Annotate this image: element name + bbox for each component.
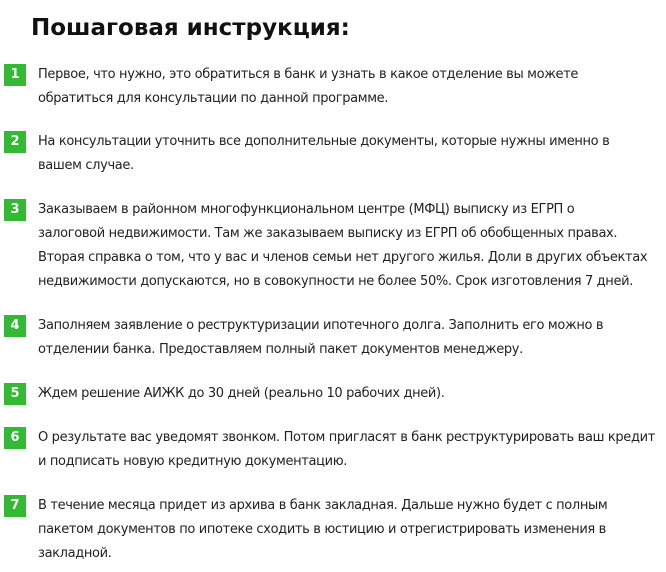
step-text-line: отделении банка. Предоставляем полный пакет документов менеджеру.	[38, 342, 523, 357]
step-text-line: вашем случае.	[38, 158, 134, 173]
step-text-line: Первое, что нужно, это обратиться в банк и узнать в какое отделение вы можете	[38, 67, 579, 82]
step-number-badge: 4	[4, 315, 26, 337]
step-text	[38, 382, 664, 406]
step-text	[38, 426, 664, 474]
page-title: Пошаговая инструкция:	[31, 15, 350, 41]
step-text	[38, 130, 664, 178]
step-text-line: О результате вас уведомят звонком. Потом пригласят в банк реструктурировать ваш кредит	[38, 430, 655, 445]
step-text-line: На консультации уточнить все дополнительные документы, которые нужны именно в	[38, 134, 610, 149]
step-text	[38, 494, 664, 566]
step-text-line: недвижимости допускаются, но в совокупности не более 50%. Срок изготовления 7 дней.	[38, 274, 633, 289]
step-text-line: Ждем решение АИЖК до 30 дней (реально 10 рабочих дней).	[38, 386, 445, 401]
step-text	[38, 198, 664, 294]
step-number-badge: 7	[4, 495, 26, 517]
step-text	[38, 63, 664, 111]
step-text-line: и подписать новую кредитную документацию.	[38, 454, 348, 469]
step-text-line: залоговой недвижимости. Там же заказываем выписку из ЕГРП об обобщенных правах.	[38, 226, 618, 241]
step-text-line: Заполняем заявление о реструктуризации ипотечного долга. Заполнить его можно в	[38, 318, 604, 333]
step-text-line: Вторая справка о том, что у вас и членов семьи нет другого жилья. Доли в других объектах	[38, 250, 648, 265]
step-text-line: пакетом документов по ипотеке сходить в юстицию и отрегистрировать изменения в	[38, 522, 606, 537]
step-text-line: обратиться для консультации по данной программе.	[38, 91, 389, 106]
step-number-badge: 6	[4, 427, 26, 449]
step-number-badge: 3	[4, 199, 26, 221]
step-text-line: В течение месяца придет из архива в банк закладная. Дальше нужно будет с полным	[38, 498, 608, 513]
step-number-badge: 5	[4, 383, 26, 405]
step-text	[38, 314, 664, 362]
step-text-line: Заказываем в районном многофункциональном центре (МФЦ) выписку из ЕГРП о	[38, 202, 575, 217]
step-number-badge: 2	[4, 131, 26, 153]
step-text-line: закладной.	[38, 546, 112, 561]
step-number-badge: 1	[4, 64, 26, 86]
